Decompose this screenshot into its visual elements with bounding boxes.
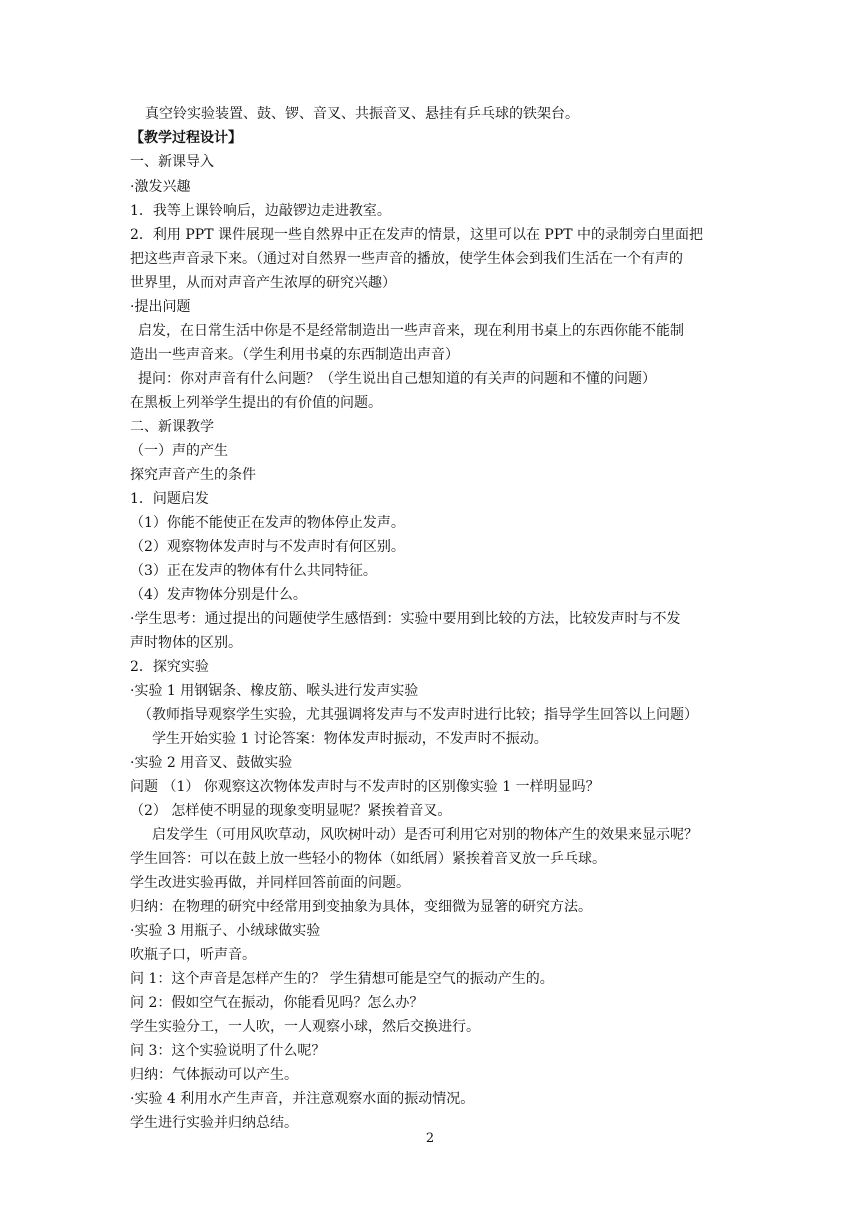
paragraph-line: 1．问题启发	[130, 491, 209, 507]
paragraph-line: 学生进行实验并归纳总结。	[130, 1115, 298, 1131]
paragraph-line: 学生开始实验 1 讨论答案：物体发声时振动，不发声时不振动。	[152, 731, 548, 747]
paragraph-line: 1．我等上课铃响后，边敲锣边走进教室。	[130, 203, 391, 219]
paragraph-line: 学生实验分工，一人吹，一人观察小球，然后交换进行。	[130, 1019, 480, 1035]
paragraph-line: 世界里，从而对声音产生浓厚的研究兴趣）	[130, 275, 396, 291]
paragraph-line: 归纳：在物理的研究中经常用到变抽象为具体，变细微为显箸的研究方法。	[130, 899, 592, 915]
bullet-heading: ·提出问题	[130, 299, 191, 315]
equipment-list-line: 真空铃实验装置、鼓、锣、音叉、共振音叉、悬挂有乒乓球的铁架台。	[145, 106, 579, 122]
list-item: （4）发声物体分别是什么。	[130, 587, 307, 603]
paragraph-line: 问 3：这个实验说明了什么呢？	[130, 1043, 326, 1059]
list-item: （1）你能不能使正在发声的物体停止发声。	[130, 515, 405, 531]
paragraph-line: 启发，在日常生活中你是不是经常制造出一些声音来，现在利用书桌上的东西你能不能制	[138, 323, 684, 339]
paragraph-line: 吹瓶子口，听声音。	[130, 947, 256, 963]
bullet-heading: ·实验 3 用瓶子、小绒球做实验	[130, 923, 321, 939]
section-heading-teaching-process: 【教学过程设计】	[130, 130, 242, 146]
heading-new-lesson-teaching: 二、新课教学	[130, 419, 214, 435]
paragraph-line: （2） 怎样使不明显的现象变明显呢？紧挨着音叉。	[130, 803, 452, 819]
list-item: （3）正在发声的物体有什么共同特征。	[130, 563, 377, 579]
paragraph-line: 在黑板上列举学生提出的有价值的问题。	[130, 395, 382, 411]
bullet-heading: ·实验 2 用音叉、鼓做实验	[130, 755, 293, 771]
paragraph-line: 归纳：气体振动可以产生。	[130, 1067, 298, 1083]
paragraph-line: 学生回答：可以在鼓上放一些轻小的物体（如纸屑）紧挨着音叉放一乒乓球。	[130, 851, 606, 867]
paragraph-line: 声时物体的区别。	[130, 635, 242, 651]
bullet-heading: ·激发兴趣	[130, 179, 191, 195]
bullet-heading: ·实验 4 利用水产生声音，并注意观察水面的振动情况。	[130, 1091, 475, 1107]
paragraph-line: 学生改进实验再做，并同样回答前面的问题。	[130, 875, 410, 891]
paragraph-line: 问 1：这个声音是怎样产生的？ 学生猜想可能是空气的振动产生的。	[130, 971, 554, 987]
paragraph-line: 启发学生（可用风吹草动，风吹树叶动）是否可利用它对别的物体产生的效果来显示呢？	[152, 827, 698, 843]
paragraph-line: （教师指导观察学生实验，尤其强调将发声与不发声时进行比较；指导学生回答以上问题）	[138, 707, 698, 723]
paragraph-line: 造出一些声音来。（学生利用书桌的东西制造出声音）	[130, 347, 459, 363]
page-number: 2	[425, 1131, 435, 1146]
paragraph-line: ·学生思考：通过提出的问题使学生感悟到：实验中要用到比较的方法，比较发声时与不发	[130, 611, 681, 627]
bullet-heading: ·实验 1 用钢锯条、橡皮筋、喉头进行发声实验	[130, 683, 419, 699]
paragraph-line: 提问：你对声音有什么问题？（学生说出自己想知道的有关声的问题和不懂的问题）	[138, 371, 656, 387]
heading-new-lesson-intro: 一、新课导入	[130, 154, 214, 170]
paragraph-line: 问 2：假如空气在振动，你能看见吗？怎么办？	[130, 995, 424, 1011]
paragraph-line: 问题 （1） 你观察这次物体发声时与不发声时的区别像实验 1 一样明显吗？	[130, 779, 600, 795]
list-item: （2）观察物体发声时与不发声时有何区别。	[130, 539, 405, 555]
paragraph-line: 把这些声音录下来。（通过对自然界一些声音的播放，使学生体会到我们生活在一个有声的	[130, 251, 683, 267]
paragraph-line: 2．利用 PPT 课件展现一些自然界中正在发声的情景，这里可以在 PPT 中的录制旁白里面把	[130, 227, 704, 243]
subheading: （一）声的产生	[130, 443, 228, 459]
paragraph-line: 探究声音产生的条件	[130, 467, 256, 483]
paragraph-line: 2．探究实验	[130, 659, 209, 675]
